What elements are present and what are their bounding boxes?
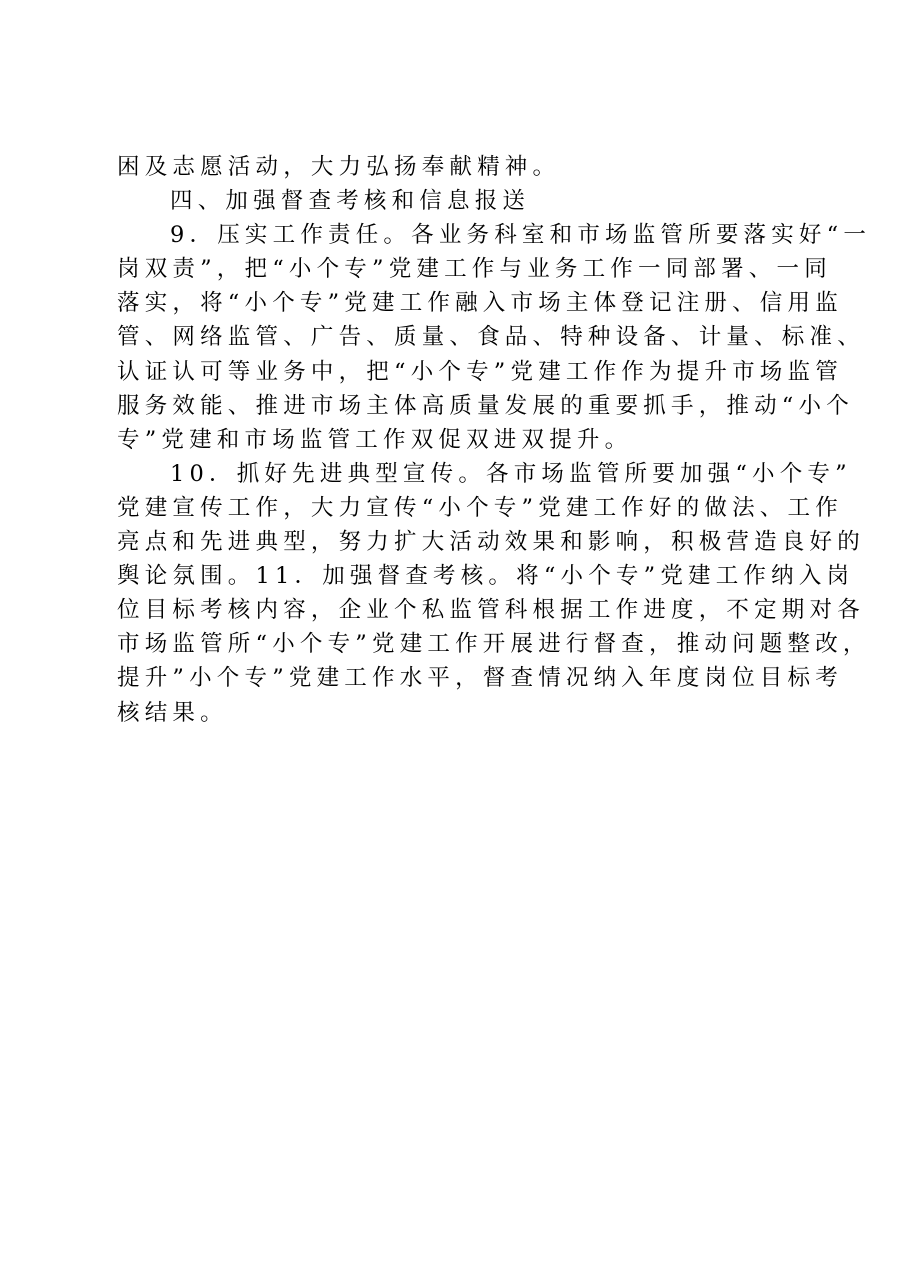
text-line: 专”党建和市场监管工作双促双进双提升。 — [117, 426, 633, 453]
text-line: 核结果。 — [117, 699, 228, 726]
text-line: 党建宣传工作，大力宣传“小个专”党建工作好的做法、工作 — [117, 494, 843, 521]
text-line: 认证认可等业务中，把“小个专”党建工作作为提升市场监管 — [117, 358, 843, 385]
document-body — [117, 150, 872, 730]
text-line: 服务效能、推进市场主体高质量发展的重要抓手，推动“小个 — [117, 392, 854, 419]
text-line: 市场监管所“小个专”党建工作开展进行督查，推动问题整改， — [117, 631, 871, 658]
text-line: 位目标考核内容，企业个私监管科根据工作进度，不定期对各 — [117, 597, 865, 624]
text-line: 困及志愿活动，大力弘扬奉献精神。 — [117, 154, 561, 180]
text-line: 提升”小个专”党建工作水平，督查情况纳入年度岗位目标考 — [117, 665, 843, 692]
text-line: 岗双责”，把“小个专”党建工作与业务工作一同部署、一同 — [117, 256, 832, 283]
text-line: 管、网络监管、广告、质量、食品、特种设备、计量、标准、 — [117, 324, 865, 351]
text-line: 舆论氛围。11．加强督查考核。将“小个专”党建工作纳入岗 — [117, 563, 855, 590]
text-line: 9．压实工作责任。各业务科室和市场监管所要落实好“一 — [170, 222, 872, 249]
section-heading: 四、加强督查考核和信息报送 — [170, 188, 531, 215]
text-line: 落实，将“小个专”党建工作融入市场主体登记注册、信用监 — [117, 290, 843, 317]
text-line: 10．抓好先进典型宣传。各市场监管所要加强“小个专” — [170, 460, 852, 487]
text-line: 亮点和先进典型，努力扩大活动效果和影响，积极营造良好的 — [117, 529, 865, 556]
